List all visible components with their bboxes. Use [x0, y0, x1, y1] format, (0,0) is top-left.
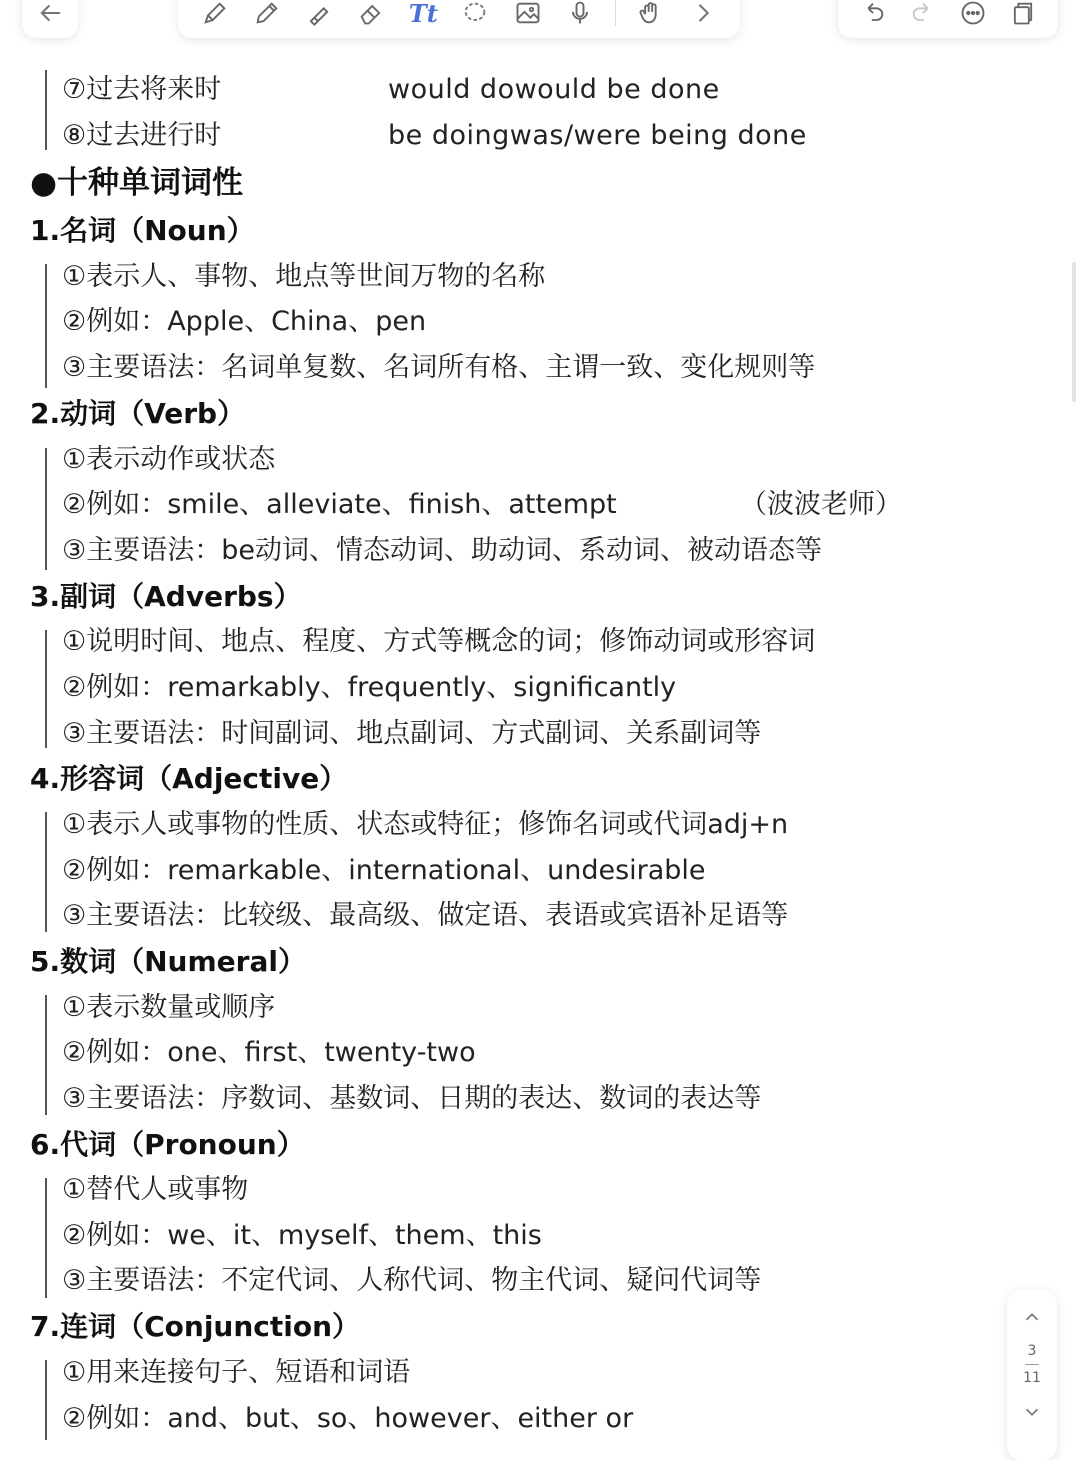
list-item: ①表示人或事物的性质、状态或特征；修饰名词或代词adj+n — [62, 809, 789, 840]
highlighter-icon[interactable] — [302, 0, 336, 30]
lasso-icon[interactable] — [458, 0, 492, 30]
page-up-icon[interactable] — [1021, 1306, 1043, 1328]
list-item: ②例如：and、but、so、however、either or — [62, 1403, 634, 1434]
hand-icon[interactable] — [634, 0, 668, 30]
tense-row — [62, 67, 720, 113]
tense-name: ⑦过去将来时 — [62, 74, 222, 105]
list-item: ①用来连接句子、短语和词语 — [62, 1357, 411, 1388]
indent-bar — [45, 70, 47, 150]
list-item: ②例如：smile、alleviate、finish、attempt — [62, 489, 617, 520]
list-item: ①表示动作或状态 — [62, 444, 276, 475]
back-arrow-icon[interactable] — [33, 0, 67, 30]
eraser-icon[interactable] — [354, 0, 388, 30]
total-pages: 11 — [1023, 1370, 1041, 1386]
undo-icon[interactable] — [856, 0, 890, 30]
list-item: ②例如：Apple、China、pen — [62, 306, 427, 337]
tense-row — [62, 113, 807, 159]
page-divider — [1025, 1364, 1039, 1365]
list-item: ③主要语法：名词单复数、名词所有格、主谓一致、变化规则等 — [62, 352, 816, 383]
current-page: 3 — [1027, 1343, 1037, 1359]
list-item: ③主要语法：不定代词、人称代词、物主代词、疑问代词等 — [62, 1265, 762, 1296]
section-title: 7.连词（Conjunction） — [30, 1310, 361, 1343]
list-item: ③主要语法：序数词、基数词、日期的表达、数词的表达等 — [62, 1083, 762, 1114]
heading-word-classes: ●十种单词词性 — [30, 165, 244, 201]
page-indicator — [1007, 1290, 1057, 1460]
list-item: ①替代人或事物 — [62, 1174, 249, 1205]
pencil-icon[interactable] — [250, 0, 284, 30]
section-title: 6.代词（Pronoun） — [30, 1128, 305, 1161]
indent-bar — [45, 1360, 47, 1440]
section-title: 2.动词（Verb） — [30, 397, 246, 430]
list-item: ③主要语法：be动词、情态动词、助动词、系动词、被动语态等 — [62, 535, 822, 566]
list-item: ③主要语法：时间副词、地点副词、方式副词、关系副词等 — [62, 718, 762, 749]
indent-bar — [45, 1178, 47, 1298]
page-down-icon[interactable] — [1021, 1401, 1043, 1423]
author-note: （波波老师） — [740, 489, 902, 520]
section-title: 4.形容词（Adjective） — [30, 762, 348, 795]
list-item: ②例如：we、it、myself、them、this — [62, 1220, 542, 1251]
indent-bar — [45, 812, 47, 932]
toolbar-divider — [615, 0, 616, 26]
indent-bar — [45, 448, 47, 570]
redo-icon[interactable] — [906, 0, 940, 30]
list-item: ①说明时间、地点、程度、方式等概念的词；修饰动词或形容词 — [62, 626, 816, 657]
list-item: ②例如：remarkably、frequently、significantly — [62, 672, 677, 703]
microphone-icon[interactable] — [563, 0, 597, 30]
indent-bar — [45, 630, 47, 748]
image-icon[interactable] — [511, 0, 545, 30]
tense-form: be doingwas/were being done — [388, 120, 807, 151]
more-options-icon[interactable] — [956, 0, 990, 30]
pages-icon[interactable] — [1006, 0, 1040, 30]
indent-bar — [45, 995, 47, 1115]
list-item: ②例如：remarkable、international、undesirable — [62, 855, 706, 886]
indent-bar — [45, 264, 47, 388]
action-toolbar — [838, 0, 1058, 38]
tense-form: would dowould be done — [388, 74, 720, 105]
drawing-toolbar — [178, 0, 740, 38]
section-title: 1.名词（Noun） — [30, 214, 255, 247]
tense-name: ⑧过去进行时 — [62, 120, 222, 151]
list-item: ②例如：one、first、twenty-two — [62, 1037, 476, 1068]
section-title: 3.副词（Adverbs） — [30, 580, 302, 613]
list-item: ①表示数量或顺序 — [62, 992, 276, 1023]
text-tool-icon[interactable]: Tt — [408, 0, 438, 28]
list-item: ③主要语法：比较级、最高级、做定语、表语或宾语补足语等 — [62, 900, 789, 931]
chevron-right-icon[interactable] — [686, 0, 720, 30]
pen-icon[interactable] — [198, 0, 232, 30]
list-item: ①表示人、事物、地点等世间万物的名称 — [62, 261, 546, 292]
back-toolbar — [22, 0, 78, 38]
scrollbar-thumb[interactable] — [1072, 262, 1076, 402]
section-title: 5.数词（Numeral） — [30, 945, 306, 978]
